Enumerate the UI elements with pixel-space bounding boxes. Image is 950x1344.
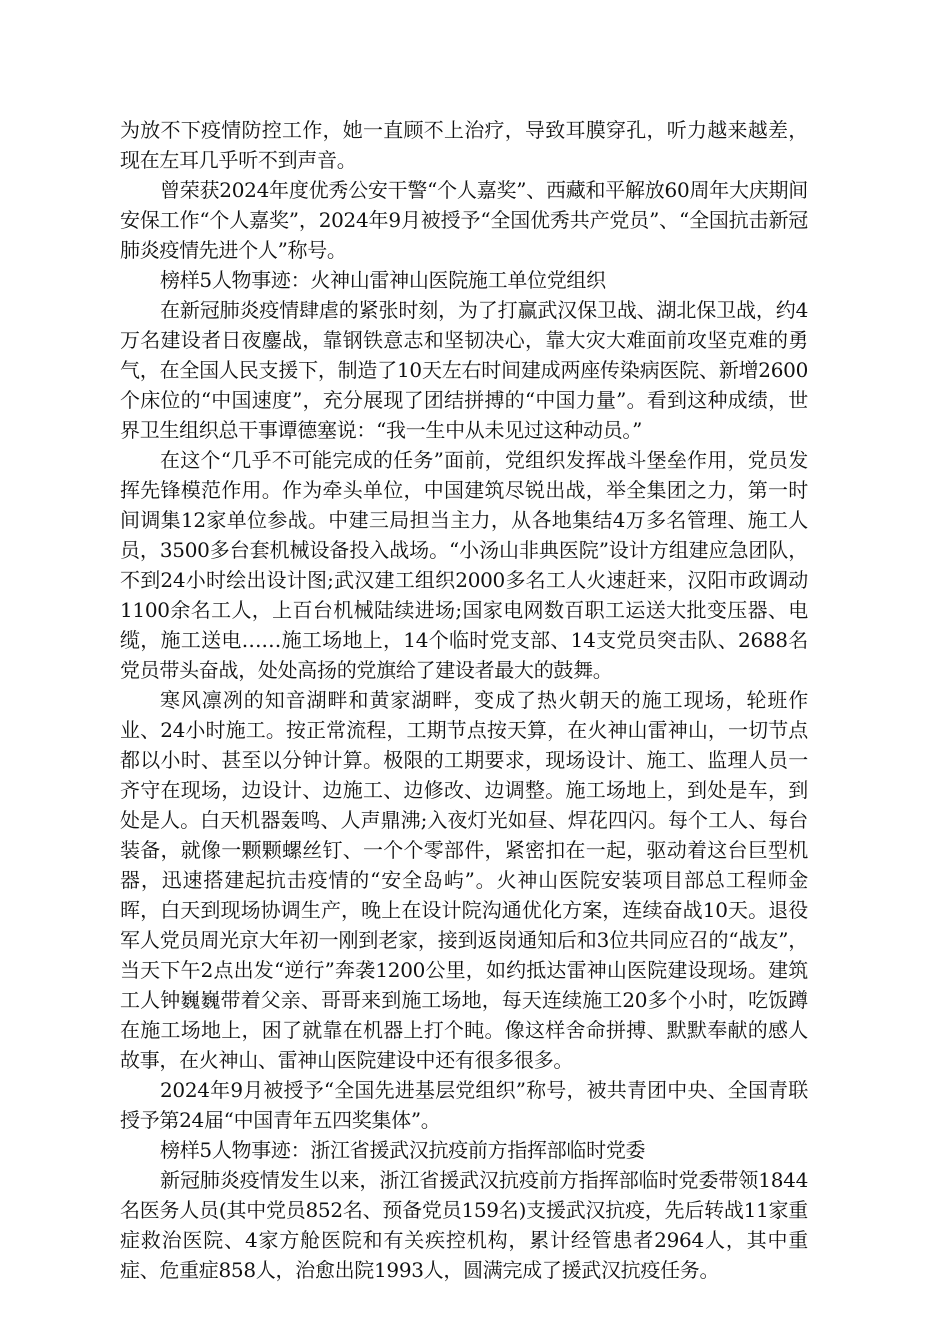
paragraph-party-role: 在这个“几乎不可能完成的任务”面前，党组织发挥战斗堡垒作用，党员发挥先锋模范作用。作为牵头单位，中国建筑尽锐出战，举全集团之力，第一时间调集12家单位参战。中建三局担当主力，从各地集结4万多名管理、施工人员，3500多台套机械设备投入战场。“小汤山非典医院”设计方组建应急团队，不到24小时绘出设计图;武汉建工组织2000多名工人火速赶来，汉阳市政调动1100余名工人，上百台机械陆续进场;国家电网数百职工运送大批变压器、电缆，施工送电……施工场地上，14个临时党支部、14支党员突击队、2688名党员带头奋战，处处高扬的党旗给了建设者最大的鼓舞。 bbox=[120, 448, 808, 682]
paragraph-award: 2024年9月被授予“全国先进基层党组织”称号，被共青团中央、全国青联授予第24届“中国青年五四奖集体”。 bbox=[120, 1078, 808, 1132]
paragraph-zhejiang: 新冠肺炎疫情发生以来，浙江省援武汉抗疫前方指挥部临时党委带领1844名医务人员(其中党员852名、预备党员159名)支援武汉抗疫，先后转战11家重症救治医院、4家方舱医院和有关疾控机构，累计经管患者2964人，其中重症、危重症858人，治愈出院1993人，圆满完成了援武汉抗疫任务。 bbox=[120, 1168, 808, 1282]
paragraph-construction: 寒风凛冽的知音湖畔和黄家湖畔，变成了热火朝天的施工现场，轮班作业、24小时施工。按正常流程，工期节点按天算，在火神山雷神山，一切节点都以小时、甚至以分钟计算。极限的工期要求，现场设计、施工、监理人员一齐守在现场，边设计、边施工、边修改、边调整。施工场地上，到处是车，到处是人。白天机器轰鸣、人声鼎沸;入夜灯光如昼、焊花四闪。每个工人、每台装备，就像一颗颗螺丝钉、一个个零部件，紧密扣在一起，驱动着这台巨型机器，迅速搭建起抗击疫情的“安全岛屿”。火神山医院安装项目部总工程师金晖，白天到现场协调生产，晚上在设计院沟通优化方案，连续奋战10天。退役军人党员周光京大年初一刚到老家，接到返岗通知后和3位共同应召的“战友”，当天下午2点出发“逆行”奔袭1200公里，如约抵达雷神山医院建设现场。建筑工人钟巍巍带着父亲、哥哥来到施工场地，每天连续施工20多个小时，吃饭蹲在施工场地上，困了就靠在机器上打个盹。像这样舍命拼搏、默默奉献的感人故事，在火神山、雷神山医院建设中还有很多很多。 bbox=[120, 688, 808, 1072]
paragraph-honors: 曾荣获2024年度优秀公安干警“个人嘉奖”、西藏和平解放60周年大庆期间安保工作“个人嘉奖”，2024年9月被授予“全国优秀共产党员”、“全国抗击新冠肺炎疫情先进个人”称号。 bbox=[120, 178, 808, 262]
document-body bbox=[120, 115, 808, 1285]
section-heading-zhejiang: 榜样5人物事迹：浙江省援武汉抗疫前方指挥部临时党委 bbox=[160, 1138, 646, 1162]
paragraph-background: 在新冠肺炎疫情肆虐的紧张时刻，为了打赢武汉保卫战、湖北保卫战，约4万名建设者日夜鏖战，靠钢铁意志和坚韧决心，靠大灾大难面前攻坚克难的勇气，在全国人民支援下，制造了10天左右时间建成两座传染病医院、新增2600个床位的“中国速度”，充分展现了团结拼搏的“中国力量”。看到这种成绩，世界卫生组织总干事谭德塞说：“我一生中从未见过这种动员。” bbox=[120, 298, 808, 442]
section-heading-huoshenshan: 榜样5人物事迹：火神山雷神山医院施工单位党组织 bbox=[160, 268, 606, 292]
paragraph-continued: 为放不下疫情防控工作，她一直顾不上治疗，导致耳膜穿孔，听力越来越差，现在左耳几乎听不到声音。 bbox=[120, 118, 808, 172]
